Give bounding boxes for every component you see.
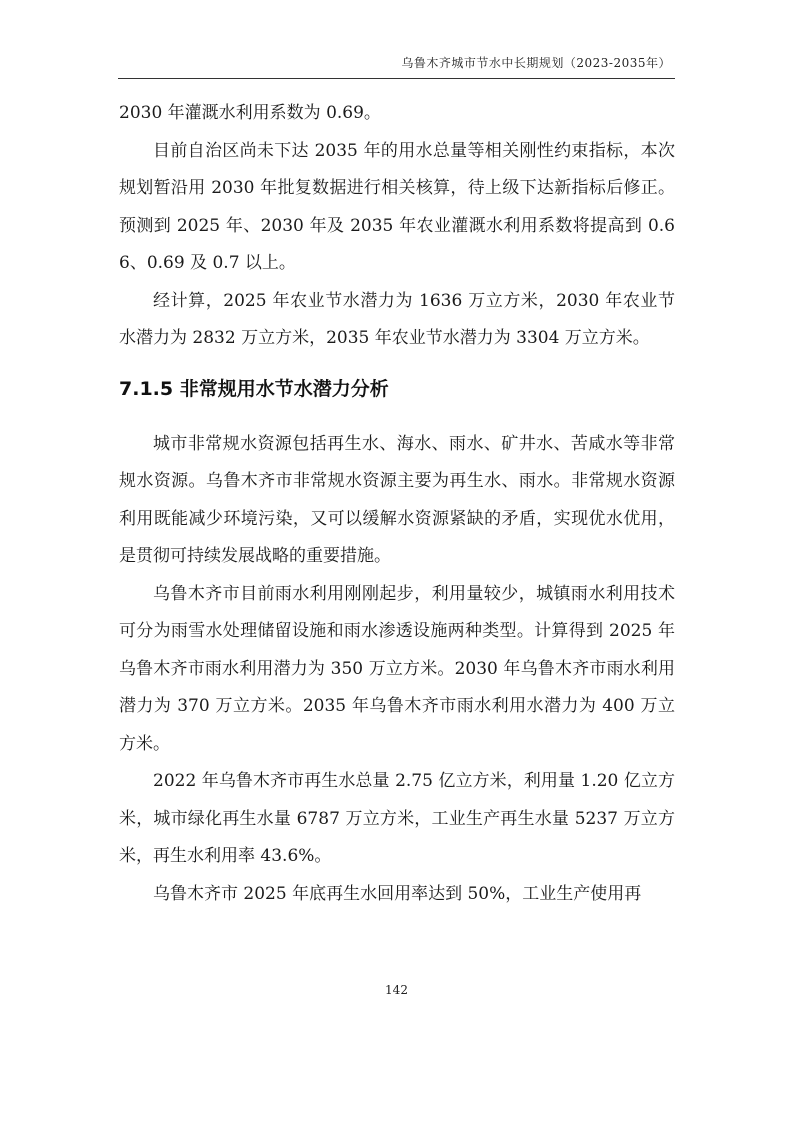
paragraph-reclaimed-water-2022: 2022 年乌鲁木齐市再生水总量 2.75 亿立方米，利用量 1.20 亿立方米，城市绿化再生水量 6787 万立方米，工业生产再生水量 5237 万立方米，再生水利用率 43.6%。 [119,771,675,866]
paragraph-rainwater: 乌鲁木齐市目前雨水利用刚刚起步，利用量较少，城镇雨水利用技术可分为雨雪水处理储留设施和雨水渗透设施两种类型。计算得到 2025 年乌鲁木齐市雨水利用潜力为 350 万立方米。2030 年乌鲁木齐市雨水利用潜力为 370 万立方米。2035 年乌鲁木齐市雨水利用水潜力为 400 万立方米。 [119,583,675,754]
section-heading: 7.1.5 非常规用水节水潜力分析 [119,377,389,400]
paragraph-reclaimed-water-2025: 乌鲁木齐市 2025 年底再生水回用率达到 50%，工业生产使用再 [153,883,642,904]
header-title: 乌鲁木齐城市节水中长期规划（2023-2035年） [401,56,671,70]
paragraph-nonconventional-water: 城市非常规水资源包括再生水、海水、雨水、矿井水、苦咸水等非常规水资源。乌鲁木齐市非常规水资源主要为再生水、雨水。非常规水资源利用既能减少环境污染，又可以缓解水资源紧缺的矛盾，实现优水优用，是贯彻可持续发展战略的重要措施。 [119,433,675,566]
document-body [119,95,675,913]
paragraph-indicator-note: 目前自治区尚未下达 2035 年的用水总量等相关刚性约束指标，本次规划暂沿用 2030 年批复数据进行相关核算，待上级下达新指标后修正。预测到 2025 年、2030 年及 2035 年农业灌溉水利用系数将提高到 0.66、0.69 及 0.7 以上。 [119,140,675,273]
page-number: 142 [385,983,408,997]
page-header [118,52,675,79]
paragraph-agri-potential: 经计算，2025 年农业节水潜力为 1636 万立方米，2030 年农业节水潜力为 2832 万立方米，2035 年农业节水潜力为 3304 万立方米。 [119,290,675,348]
paragraph-continuation: 2030 年灌溉水利用系数为 0.69。 [119,103,381,123]
